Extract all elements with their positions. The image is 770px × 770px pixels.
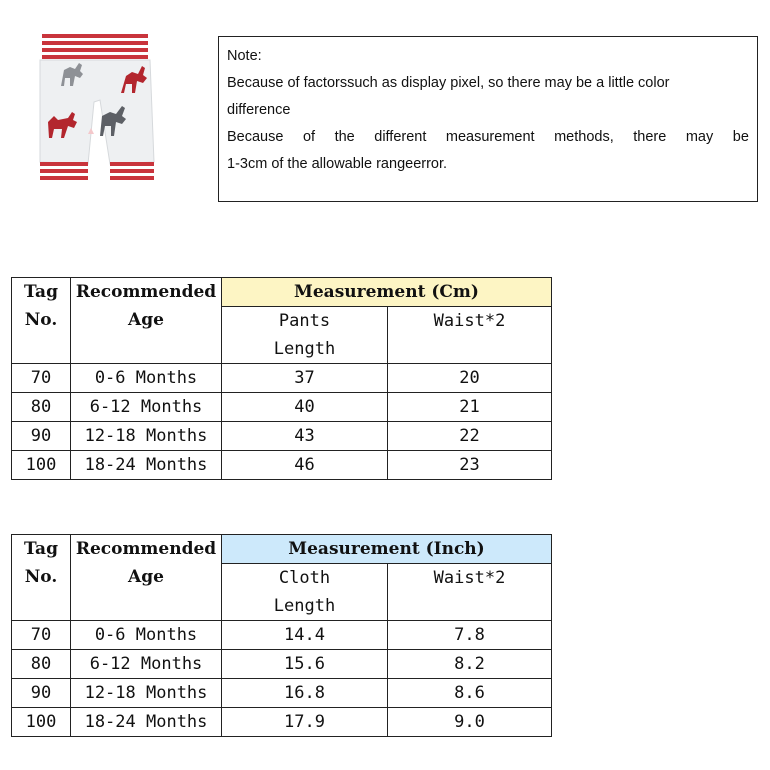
header-pants-length: Pants Length bbox=[222, 307, 388, 364]
cell-age: 0-6 Months bbox=[71, 621, 222, 650]
cell-length: 40 bbox=[222, 393, 388, 422]
header-age: Recommended Age bbox=[71, 535, 222, 621]
table-row bbox=[12, 679, 552, 708]
cell-length: 14.4 bbox=[222, 621, 388, 650]
cell-tag: 80 bbox=[12, 393, 71, 422]
cell-age: 0-6 Months bbox=[71, 364, 222, 393]
note-box bbox=[218, 36, 758, 202]
cell-age: 12-18 Months bbox=[71, 422, 222, 451]
cell-age: 6-12 Months bbox=[71, 393, 222, 422]
header-cloth-length: Cloth Length bbox=[222, 564, 388, 621]
header-age: Recommended Age bbox=[71, 278, 222, 364]
cell-age: 6-12 Months bbox=[71, 650, 222, 679]
size-table-cm bbox=[11, 277, 552, 480]
cell-waist: 22 bbox=[388, 422, 552, 451]
cell-waist: 9.0 bbox=[388, 708, 552, 737]
cell-tag: 70 bbox=[12, 621, 71, 650]
table-row bbox=[12, 364, 552, 393]
cell-waist: 8.2 bbox=[388, 650, 552, 679]
cell-age: 18-24 Months bbox=[71, 451, 222, 480]
cell-length: 37 bbox=[222, 364, 388, 393]
cell-length: 43 bbox=[222, 422, 388, 451]
cuff-stripes bbox=[40, 162, 154, 184]
cell-waist: 21 bbox=[388, 393, 552, 422]
cell-tag: 90 bbox=[12, 679, 71, 708]
product-image bbox=[30, 30, 162, 190]
cell-age: 18-24 Months bbox=[71, 708, 222, 737]
table-row bbox=[12, 650, 552, 679]
header-measurement-cm: Measurement (Cm) bbox=[222, 278, 552, 307]
table-row bbox=[12, 393, 552, 422]
cell-length: 46 bbox=[222, 451, 388, 480]
header-tag: Tag No. bbox=[12, 535, 71, 621]
note-word: may bbox=[685, 129, 714, 145]
cell-waist: 23 bbox=[388, 451, 552, 480]
note-word: methods, bbox=[554, 129, 614, 145]
cell-length: 17.9 bbox=[222, 708, 388, 737]
size-table-inch bbox=[11, 534, 552, 737]
cell-waist: 7.8 bbox=[388, 621, 552, 650]
table-row bbox=[12, 708, 552, 737]
waistband-stripes bbox=[42, 34, 148, 60]
header-measurement-inch: Measurement (Inch) bbox=[222, 535, 552, 564]
note-word: measurement bbox=[445, 129, 535, 145]
cell-age: 12-18 Months bbox=[71, 679, 222, 708]
note-word: there bbox=[633, 129, 667, 145]
header-tag: Tag No. bbox=[12, 278, 71, 364]
cell-tag: 70 bbox=[12, 364, 71, 393]
note-line-1: Because of factorssuch as display pixel, so there may be a little color bbox=[227, 75, 670, 91]
table-row bbox=[12, 451, 552, 480]
note-word: of bbox=[302, 129, 316, 145]
note-word: be bbox=[732, 129, 749, 145]
note-word: Because bbox=[227, 129, 284, 145]
cell-tag: 80 bbox=[12, 650, 71, 679]
cell-tag: 100 bbox=[12, 708, 71, 737]
table-row bbox=[12, 422, 552, 451]
note-line-4: 1-3cm of the allowable rangeerror. bbox=[227, 156, 448, 172]
note-word: the bbox=[334, 129, 355, 145]
note-line-3 bbox=[227, 124, 749, 151]
cell-tag: 90 bbox=[12, 422, 71, 451]
header-waist: Waist*2 bbox=[388, 307, 552, 364]
cell-waist: 20 bbox=[388, 364, 552, 393]
cell-length: 16.8 bbox=[222, 679, 388, 708]
note-word: different bbox=[374, 129, 427, 145]
note-title: Note: bbox=[227, 48, 262, 64]
header-waist: Waist*2 bbox=[388, 564, 552, 621]
cell-waist: 8.6 bbox=[388, 679, 552, 708]
table-row bbox=[12, 621, 552, 650]
note-line-2: difference bbox=[227, 102, 291, 118]
cell-length: 15.6 bbox=[222, 650, 388, 679]
cell-tag: 100 bbox=[12, 451, 71, 480]
